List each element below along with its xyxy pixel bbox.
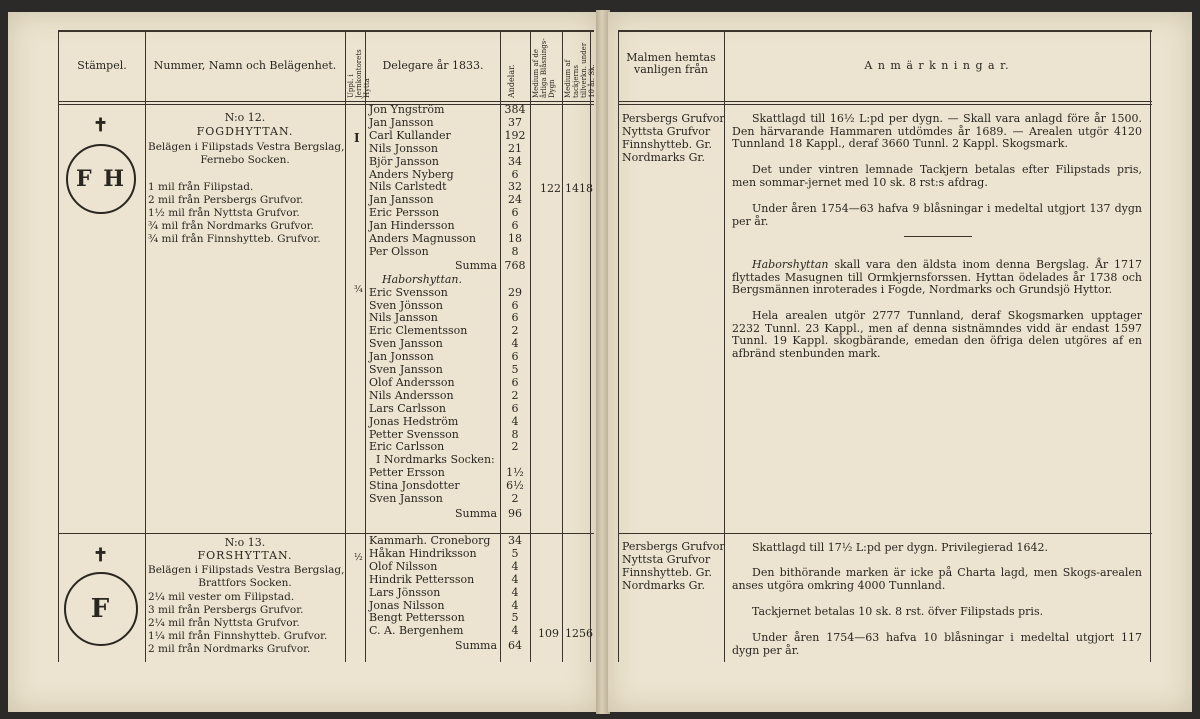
owner-name: Carl Kullander — [369, 128, 451, 142]
owner-share: 2 — [511, 440, 519, 454]
col-rule — [145, 30, 146, 662]
owner-share: 6 — [511, 219, 519, 233]
owner-share: 21 — [508, 141, 522, 155]
header-malmen: Malmen hemtas vanligen från — [626, 51, 716, 76]
entry1-location1: Belägen i Filipstads Vestra Bergslag, — [148, 141, 345, 153]
owner-name: Eric Clementsson — [369, 324, 468, 338]
entry2-name: FORSHYTTAN. — [197, 549, 293, 562]
header-medium-tackjern: Medium af tackjerns tillverkn. under 10 år. Sk. — [564, 42, 596, 98]
owner-share: 6 — [511, 311, 519, 325]
owner-name: Nils Jansson — [369, 311, 438, 325]
owner-name: Björ Jansson — [369, 154, 439, 168]
owner-share: 4 — [511, 559, 519, 573]
owner-name: Kammarh. Croneborg — [369, 534, 491, 547]
owner-share: 37 — [508, 115, 522, 129]
owner-name: Olof Nilsson — [369, 559, 438, 573]
summa-value: 768 — [504, 258, 526, 272]
header-rule-left — [58, 101, 594, 102]
owner-share: 4 — [511, 585, 519, 599]
header-rule-right-2 — [618, 104, 1152, 105]
owner-name: Jonas Nilsson — [369, 598, 445, 612]
col-rule — [618, 30, 619, 662]
owner-share: 4 — [511, 624, 519, 638]
col-rule — [562, 30, 563, 662]
owner-name: Nils Andersson — [369, 388, 454, 402]
owner-share: 29 — [508, 285, 522, 299]
top-rule-right — [618, 30, 1152, 32]
entry1-uppl-haborshyttan: ¾ — [354, 285, 363, 295]
summa-label: Summa — [455, 506, 498, 520]
distance-line: 1½ mil från Nyttsta Grufvor. — [148, 206, 300, 219]
top-rule-left — [58, 30, 594, 32]
owner-share: 5 — [511, 611, 519, 625]
malm-source: Nordmarks Gr. — [622, 150, 705, 164]
remark-body: skall vara den äldsta inom denna Bergslag. År 1717 flyttades Masugnen till Ormkjernsforssen. Hyttan ödelades år 1738 och Bergsmännen inroterades i Fogde, Nordmarks och Grundsjö Hyttor. — [732, 258, 1142, 296]
owner-name: C. A. Bergenhem — [369, 624, 464, 638]
owner-name: Bengt Pettersson — [369, 611, 465, 625]
entry1-number: N:o 12. — [224, 111, 266, 124]
owner-share: 2 — [511, 324, 519, 338]
owner-name: Anders Nyberg — [369, 167, 454, 181]
header-uppl: Uppl. i Jernkontorets Hytta — [347, 49, 371, 98]
owner-name: Per Olsson — [369, 244, 429, 258]
col-rule — [58, 30, 59, 662]
entry1-location2: Fernebo Socken. — [200, 154, 290, 166]
entry1-remark-3: Under åren 1754—63 hafva 9 blåsningar i medeltal utgjort 137 dygn per år. — [732, 202, 1142, 228]
col-rule — [1150, 30, 1151, 662]
owner-name: Jonas Hedström — [369, 414, 459, 428]
owner-share: 5 — [511, 546, 519, 560]
owner-name: Sven Jansson — [369, 363, 443, 376]
sub-hytta-name: Haborshyttan. — [382, 272, 462, 286]
malm-source: Nordmarks Gr. — [622, 578, 705, 592]
owner-name: Petter Svensson — [369, 427, 459, 441]
header-stampel: Stämpel. — [77, 59, 127, 72]
owner-share: 34 — [508, 154, 522, 168]
owner-share: 6 — [511, 298, 519, 312]
owner-name: Jon Yngström — [369, 103, 445, 116]
entry2-remark-1: Skattlagd till 17½ L:pd per dygn. Privilegierad 1642. — [752, 541, 1049, 554]
owner-share: 384 — [504, 103, 526, 116]
header-medium-dygn: Medium af de årliga Blåsnings-Dygn — [532, 38, 556, 98]
summa-label: Summa — [455, 639, 498, 653]
distance-line: 2¼ mil från Nyttsta Grufvor. — [148, 616, 300, 629]
entry2-uppl: ½ — [354, 553, 363, 563]
entry2-medium-dygn: 109 — [538, 627, 559, 640]
entry2-location2: Brattfors Socken. — [198, 577, 292, 589]
col-rule — [365, 30, 366, 662]
owner-share: 2 — [511, 492, 519, 505]
col-rule — [345, 30, 346, 662]
distance-line: 3 mil från Persbergs Grufvor. — [148, 603, 304, 616]
owner-name: Jan Jonsson — [369, 350, 434, 364]
owner-share: 6 — [511, 167, 519, 181]
owner-share: 18 — [508, 232, 522, 245]
entry2-medium-tackjern: 1256 — [565, 627, 593, 640]
summa-value: 96 — [508, 506, 522, 520]
owner-name: Jan Jansson — [369, 115, 434, 129]
entry1-medium-tackjern: 1418 — [565, 182, 593, 195]
cross-icon: ✝ — [93, 545, 109, 566]
owner-name: Eric Persson — [369, 206, 440, 220]
owner-name: Olof Andersson — [369, 375, 455, 389]
owner-name: Eric Carlsson — [369, 440, 445, 454]
malm-source: Persbergs Grufvor — [622, 540, 725, 553]
header-rule-right — [618, 101, 1152, 102]
entry1-remark-1: Skattlagd till 16½ L:pd per dygn. — Skall vara anlagd före år 1500. Den härvarande Hammaren utdömdes år 1689. — Arealen utgör 4120 Tunnland 18 Kappl., deraf 3660 Tunnl. 2 Kappl. Skogsmark. — [732, 112, 1142, 150]
owner-share: 6 — [511, 375, 519, 389]
distance-line: 2 mil från Nordmarks Grufvor. — [148, 642, 311, 655]
entry1-remark-haborshyttan — [732, 259, 1142, 297]
distance-line: 1¼ mil från Finnshytteb. Grufvor. — [148, 629, 328, 642]
malm-source: Finnshytteb. Gr. — [622, 137, 712, 151]
entry-divider-right — [618, 533, 1152, 534]
entry2-remark-3: Tackjernet betalas 10 sk. 8 rst. öfver Filipstads pris. — [752, 605, 1044, 618]
stamp-fh: F H — [66, 144, 136, 214]
remark-lead: Haborshyttan — [752, 258, 829, 271]
owner-name: Nils Carlstedt — [369, 180, 447, 194]
entry1-remark-areal: Hela arealen utgör 2777 Tunnland, deraf Skogsmarken upptager 2232 Tunnl. 23 Kappl., men af denna sistnämndes vidd är endast 1597 Tunnl. 19 Kappl. skogbärande, emedan den öfriga delen utgöres af en afbränd stenbunden mark. — [732, 309, 1142, 360]
owner-name: Jan Hindersson — [369, 219, 455, 233]
header-nummer: Nummer, Namn och Belägenhet. — [153, 59, 337, 72]
owner-share: 6 — [511, 206, 519, 220]
owner-name: Nils Jonsson — [369, 141, 438, 155]
summa-label: Summa — [455, 258, 498, 272]
owner-name: Anders Magnusson — [369, 232, 477, 245]
owner-share: 24 — [508, 193, 522, 207]
owner-name: Jan Jansson — [369, 193, 434, 207]
header-delegare: Delegare år 1833. — [382, 59, 484, 72]
entry1-medium-dygn: 122 — [540, 182, 561, 195]
entry1-uppl: I — [354, 131, 360, 145]
distance-line: 1 mil från Filipstad. — [148, 181, 254, 193]
owner-name: Petter Ersson — [369, 466, 445, 480]
entry2-remark-2: Den bithörande marken är icke på Charta lagd, men Skogs-arealen anses utgöra omkring 4000 Tunnland. — [732, 566, 1142, 592]
distance-line: 2 mil från Persbergs Grufvor. — [148, 193, 304, 206]
stamp-f: F — [64, 572, 138, 646]
distance-line: ¾ mil från Nordmarks Grufvor. — [148, 219, 314, 232]
entry1-name: FOGDHYTTAN. — [196, 125, 294, 138]
owner-name: Stina Jonsdotter — [369, 479, 460, 493]
malm-source: Nyttsta Grufvor — [622, 124, 711, 138]
owner-share: 5 — [511, 363, 519, 376]
owner-name: Sven Jönsson — [369, 298, 443, 312]
owner-share: 8 — [511, 427, 519, 441]
owner-name: Håkan Hindriksson — [369, 546, 477, 560]
owner-share: 6 — [511, 401, 519, 415]
owner-share: 6 — [511, 350, 519, 364]
distance-line: 2¼ mil vester om Filipstad. — [148, 591, 295, 603]
col-rule — [590, 30, 591, 662]
distance-line: ¾ mil från Finnshytteb. Grufvor. — [148, 232, 321, 245]
entry2-remark-4: Under åren 1754—63 hafva 10 blåsningar i medeltal utgjort 117 dygn per år. — [732, 631, 1142, 657]
owner-name: Lars Carlsson — [369, 401, 447, 415]
owner-name: Lars Jönsson — [369, 585, 441, 599]
owner-share: 32 — [508, 180, 522, 194]
col-rule — [530, 30, 531, 662]
entry2-location1: Belägen i Filipstads Vestra Bergslag, — [148, 564, 345, 576]
owner-share: 2 — [511, 388, 519, 402]
summa-value: 64 — [508, 639, 522, 653]
owner-share: 192 — [504, 128, 526, 142]
entry1-remark-2: Det under vintren lemnade Tackjern betalas efter Filipstads pris, men sommar-jernet med 10 sk. 8 rst:s afdrag. — [732, 163, 1142, 189]
owner-name: Sven Jansson — [369, 337, 443, 351]
malm-source: Persbergs Grufvor — [622, 112, 725, 125]
header-anmarkningar: A n m ä r k n i n g a r. — [864, 59, 1010, 72]
owner-share: 8 — [511, 244, 519, 258]
socken-heading: I Nordmarks Socken: — [376, 453, 495, 467]
owner-share: 4 — [511, 337, 519, 351]
owner-share: 4 — [511, 414, 519, 428]
owner-name: Eric Svensson — [369, 285, 448, 299]
owner-share: 4 — [511, 572, 519, 586]
owner-share: 1½ — [506, 466, 524, 480]
owner-name: Hindrik Pettersson — [369, 572, 475, 586]
remark-separator — [904, 236, 972, 237]
malm-source: Nyttsta Grufvor — [622, 552, 711, 566]
header-andelar: Andelar. — [507, 64, 516, 98]
entry2-number: N:o 13. — [224, 536, 266, 549]
cross-icon: ✝ — [93, 115, 109, 136]
owner-share: 34 — [508, 534, 522, 547]
owner-name: Sven Jansson — [369, 492, 443, 505]
malm-source: Finnshytteb. Gr. — [622, 565, 712, 579]
owner-share: 4 — [511, 598, 519, 612]
owner-share: 6½ — [506, 479, 524, 493]
